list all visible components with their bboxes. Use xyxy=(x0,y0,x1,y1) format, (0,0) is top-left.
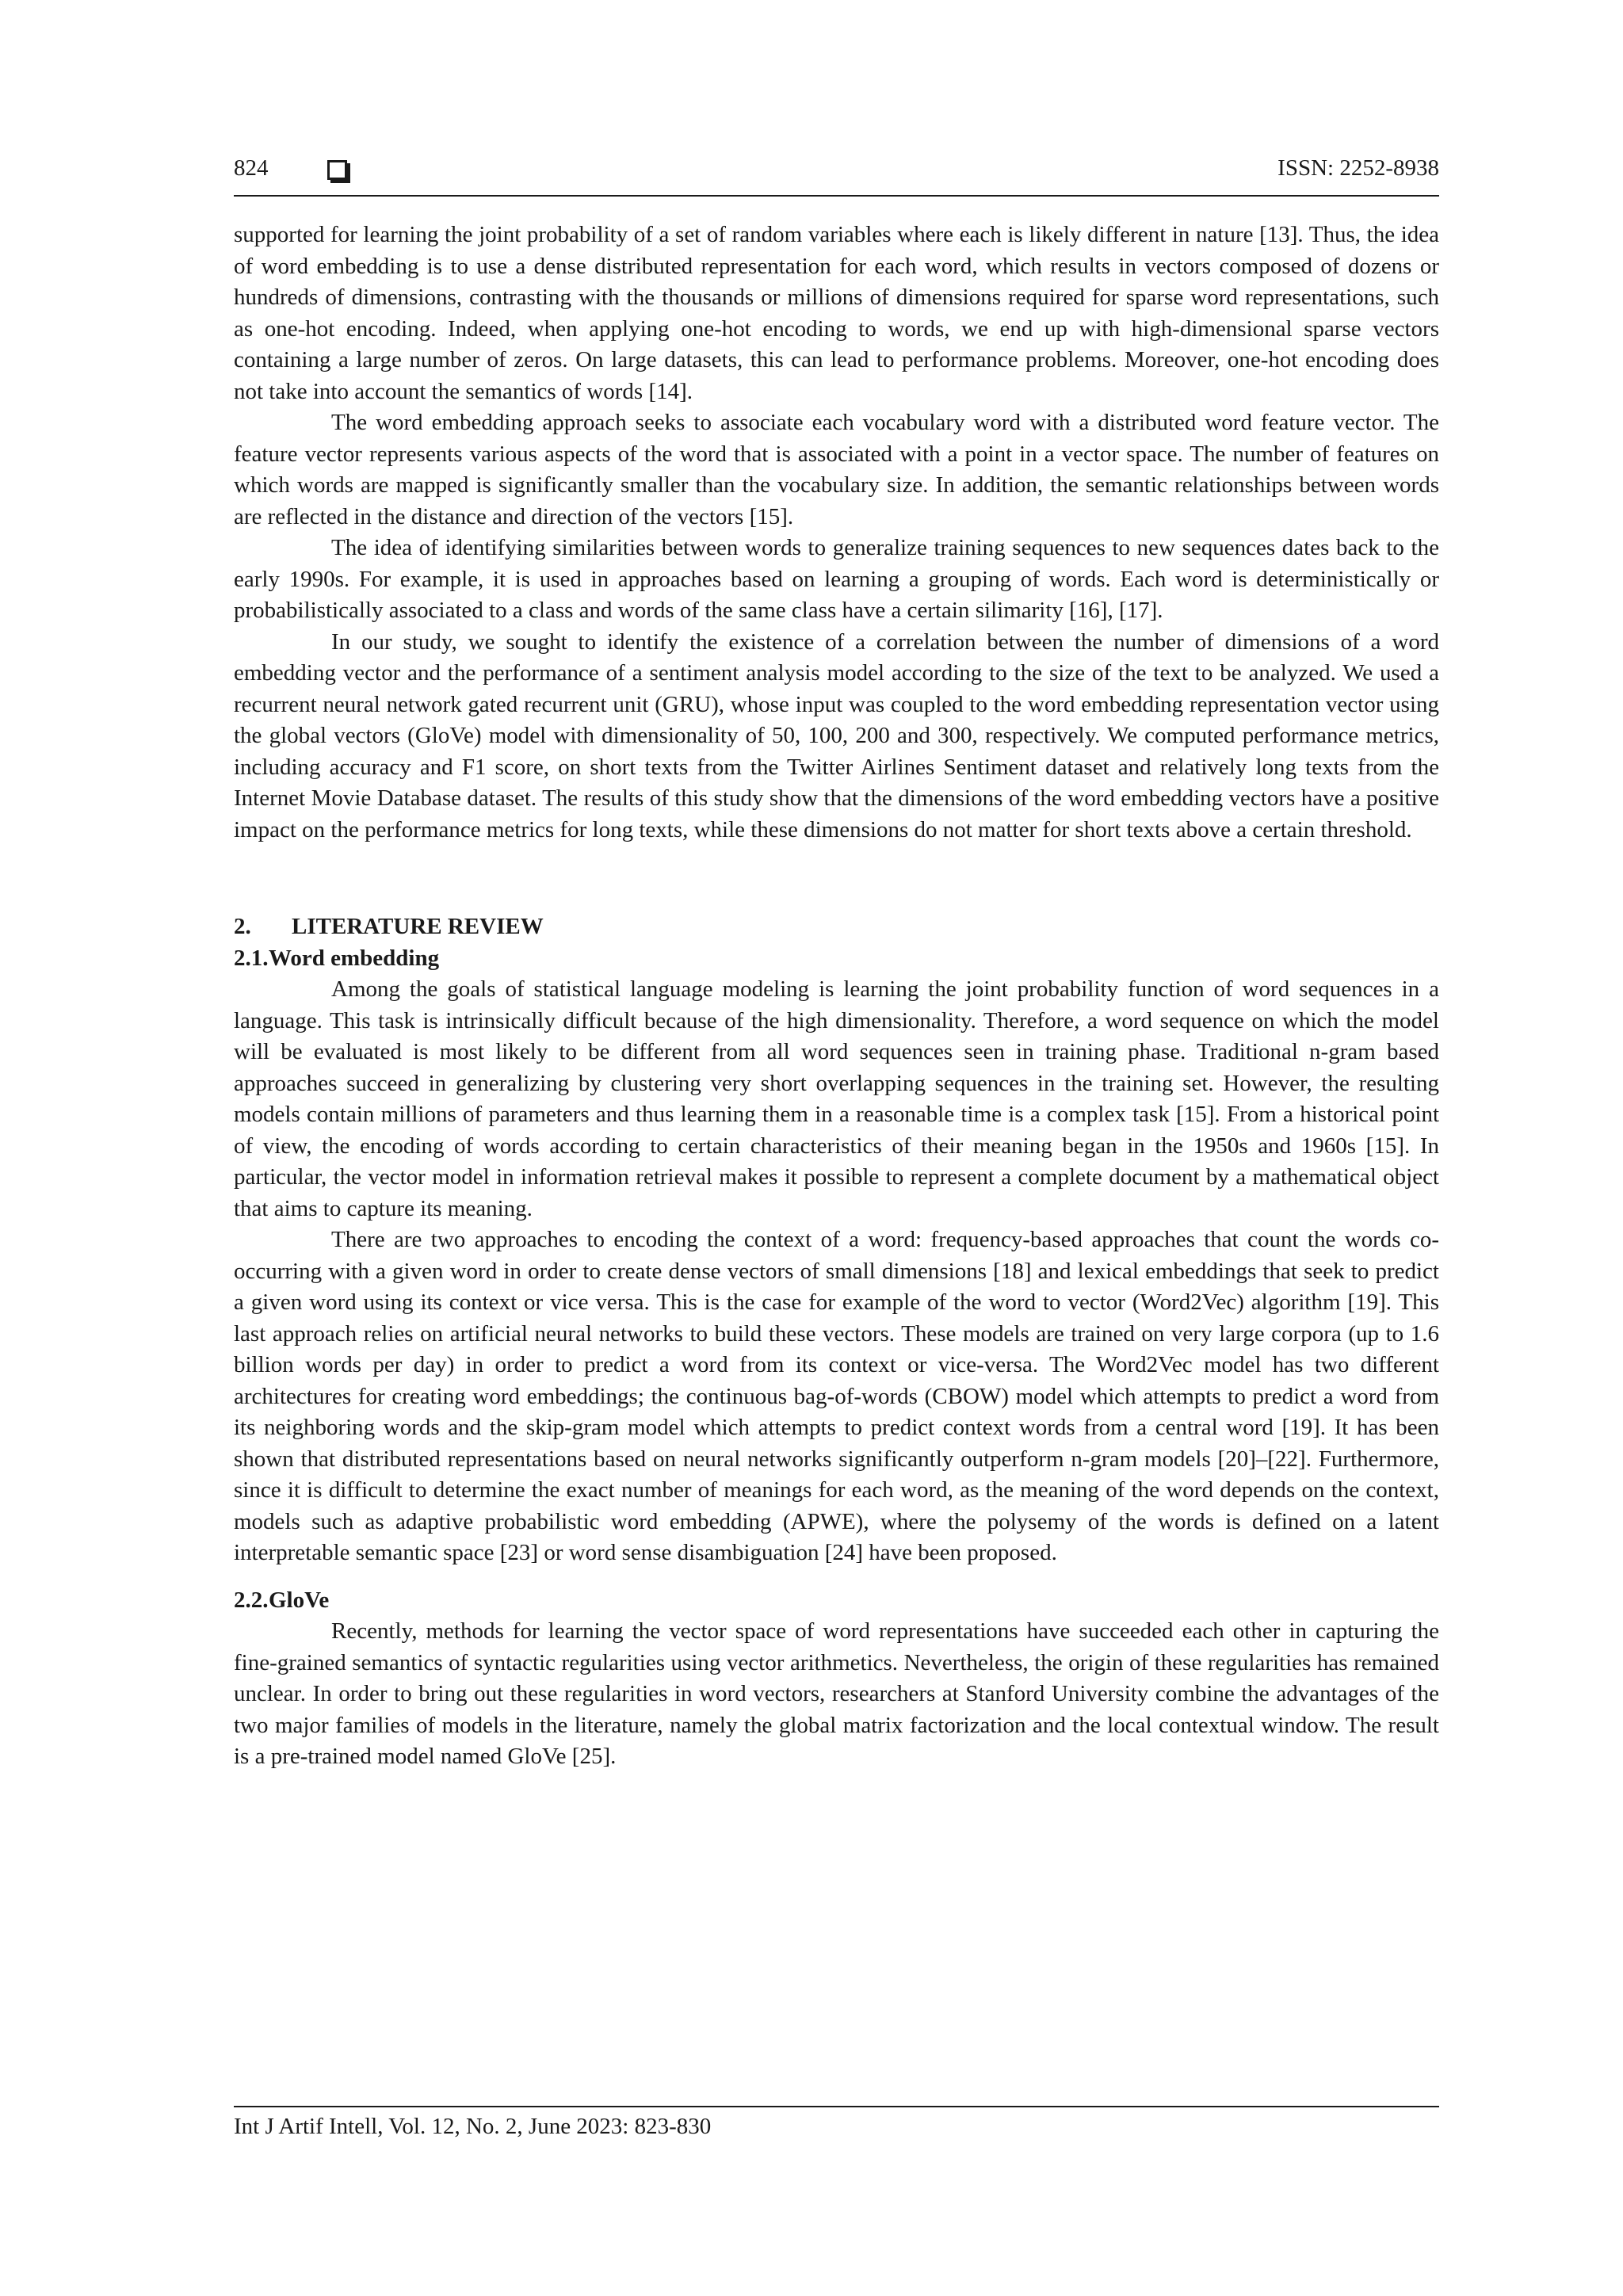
journal-citation: Int J Artif Intell, Vol. 12, No. 2, June 2023: 823-830 xyxy=(234,2114,712,2139)
page-header xyxy=(234,155,1439,197)
word-embedding-paragraph-2: There are two approaches to encoding the context of a word: frequency-based approaches that count the words co-occurring with a given word in order to create dense vectors of small dimensions [18] and lexical embeddings that seek to predict a given word using its context or vice versa. This is the case for example of the word to vector (Word2Vec) algorithm [19]. This last approach relies on artificial neural networks to build these vectors. These models are trained on very large corpora (up to 1.6 billion words per day) in order to predict a word from its context or vice-versa. The Word2Vec model has two different architectures for creating word embeddings; the continuous bag-of-words (CBOW) model which attempts to predict a word from its neighboring words and the skip-gram model which attempts to predict context words from a central word [19]. It has been shown that distributed representations based on neural networks significantly outperform n-gram models [20]–[22]. Furthermore, since it is difficult to determine the exact number of meanings for each word, as the meaning of the word depends on the context, models such as adaptive probabilistic word embedding (APWE), where the polysemy of the words is defined on a latent interpretable semantic space [23] or word sense disambiguation [24] have been proposed. xyxy=(234,1227,1439,1565)
issn-label: ISSN: 2252-8938 xyxy=(1277,155,1439,181)
glove-paragraph-1: Recently, methods for learning the vector space of word representations have succeeded each other in capturing the fine-grained semantics of syntactic regularities using vector arithmetics. Nevertheless, the origin of these regularities has remained unclear. In order to bring out these regularities in word vectors, researchers at Stanford University combine the advantages of the two major families of models in the literature, namely the global matrix factorization and the local contextual window. The result is a pre-trained model named GloVe [25]. xyxy=(234,1618,1439,1769)
subsection-heading-word-embedding xyxy=(234,943,1439,975)
page-number: 824 xyxy=(234,155,269,181)
subsection-number: 2.2. xyxy=(234,1587,269,1613)
word-embedding-paragraph-1: Among the goals of statistical language modeling is learning the joint probability function of word sequences in a language. This task is intrinsically difficult because of the high dimensionality. Therefore, a word sequence on which the model will be evaluated is most likely to be different from all word sequences seen in training phase. Traditional n-gram based approaches succeed in generalizing by clustering very short overlapping sequences in the training set. However, the resulting models contain millions of parameters and thus learning them in a reasonable time is a complex task [15]. From a historical point of view, the encoding of words according to certain characteristics of their meaning began in the 1950s and 1960s [15]. In particular, the vector model in information retrieval makes it possible to represent a complete document by a mathematical object that aims to capture its meaning. xyxy=(234,976,1439,1221)
intro-paragraph-4: In our study, we sought to identify the existence of a correlation between the number of dimensions of a word embedding vector and the performance of a sentiment analysis model according to the size of the text to be analyzed. We used a recurrent neural network gated recurrent unit (GRU), whose input was coupled to the word embedding representation vector using the global vectors (GloVe) model with dimensionality of 50, 100, 200 and 300, respectively. We computed performance metrics, including accuracy and F1 score, on short texts from the Twitter Airlines Sentiment dataset and relatively long texts from the Internet Movie Database dataset. The results of this study show that the dimensions of the word embedding vectors have a positive impact on the performance metrics for long texts, while these dimensions do not matter for short texts above a certain threshold. xyxy=(234,628,1439,842)
section-title: LITERATURE REVIEW xyxy=(292,914,544,939)
intro-paragraph-1: supported for learning the joint probability of a set of random variables where each is likely different in nature [13]. Thus, the idea of word embedding is to use a dense distributed representation for each word, which results in vectors composed of dozens or hundreds of dimensions, contrasting with the thousands or millions of dimensions required for sparse word representations, such as one-hot encoding. Indeed, when applying one-hot encoding to words, we end up with high-dimensional sparse vectors containing a large number of zeros. On large datasets, this can lead to performance problems. Moreover, one-hot encoding does not take into account the semantics of words [14]. xyxy=(234,222,1439,404)
subsection-title: GloVe xyxy=(269,1587,330,1613)
intro-paragraph-3: The idea of identifying similarities between words to generalize training sequences to new sequences dates back to the early 1990s. For example, it is used in approaches based on learning a grouping of words. Each word is deterministically or probabilistically associated to a class and words of the same class have a certain silimarity [16], [17]. xyxy=(234,535,1439,623)
intro-paragraph-2: The word embedding approach seeks to associate each vocabulary word with a distributed word feature vector. The feature vector represents various aspects of the word that is associated with a point in a vector space. The number of features on which words are mapped is significantly smaller than the vocabulary size. In addition, the semantic relationships between words are reflected in the distance and direction of the vectors [15]. xyxy=(234,410,1439,529)
paper-page xyxy=(234,0,1439,2296)
subsection-heading-glove xyxy=(234,1585,1439,1617)
subsection-title: Word embedding xyxy=(269,945,440,971)
page-footer xyxy=(234,2106,1439,2140)
subsection-number: 2.1. xyxy=(234,945,269,971)
section-heading-literature-review xyxy=(234,911,1439,943)
body-content xyxy=(234,220,1439,1773)
section-number: 2. xyxy=(234,914,251,939)
checkbox-symbol-icon xyxy=(327,160,347,180)
